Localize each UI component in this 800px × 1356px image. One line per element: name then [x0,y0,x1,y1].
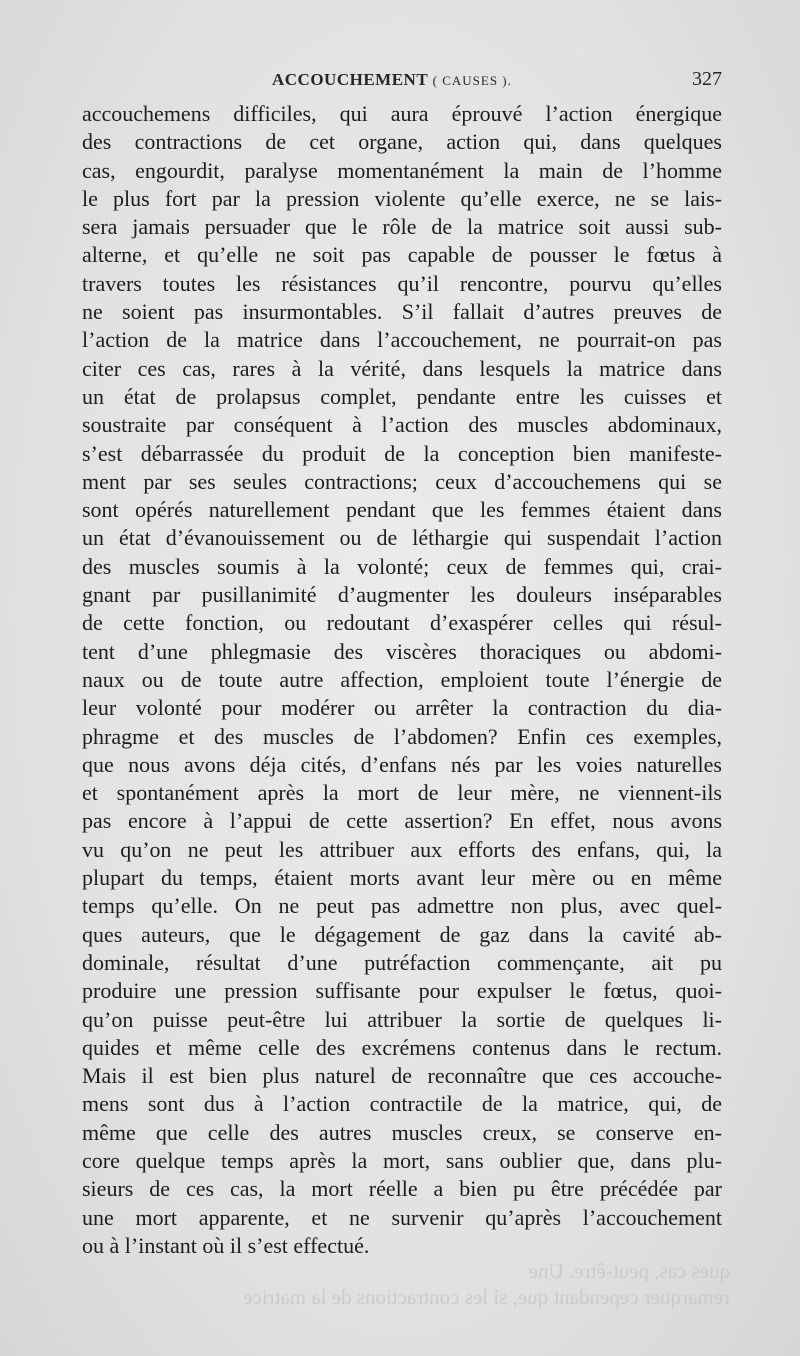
text-line: travers toutes les résistances qu’il rencontre, pourvu qu’elles [82,270,722,296]
text-line: pas encore à l’appui de cette assertion? En effet, nous avons [82,808,722,834]
text-line: accouchemens difficiles, qui aura éprouvé l’action énergique [82,101,722,126]
text-line: le plus fort par la pression violente qu’elle exerce, ne se lais- [82,185,722,211]
text-line: dominale, résultat d’une putréfaction commençante, ait pu [82,949,722,975]
text-line: sont opérés naturellement pendant que les femmes étaient dans [82,497,722,523]
text-line: des contractions de cet organe, action qui, dans quelques [82,129,722,155]
text-line: s’est débarrassée du produit de la conception bien manifeste- [82,440,722,466]
running-title-sub: ( CAUSES ). [432,73,512,88]
text-line: cas, engourdit, paralyse momentanément la main de l’homme [82,157,722,183]
text-line: l’action de la matrice dans l’accouchement, ne pourrait-on pas [82,327,722,353]
text-line-last: ou à l’instant où il s’est effectué. [82,1232,370,1258]
body-text [82,100,722,1260]
text-line: vu qu’on ne peut les attribuer aux efforts des enfans, qui, la [82,836,722,862]
text-line: soustraite par conséquent à l’action des muscles abdominaux, [82,412,722,438]
text-line: ne soient pas insurmontables. S’il fallait d’autres preuves de [82,299,722,325]
page-number: 327 [692,68,722,90]
text-line: tent d’une phlegmasie des viscères thoraciques ou abdomi- [82,638,722,664]
text-line: sieurs de ces cas, la mort réelle a bien pu être précédée par [82,1176,722,1202]
text-line: sera jamais persuader que le rôle de la matrice soit aussi sub- [82,214,722,240]
text-line: que nous avons déja cités, d’enfans nés par les voies naturelles [82,751,722,777]
text-line: une mort apparente, et ne survenir qu’après l’accouchement [82,1204,722,1230]
text-line: ques auteurs, que le dégagement de gaz dans la cavité ab- [82,921,722,947]
text-line: core quelque temps après la mort, sans oublier que, dans plu- [82,1147,722,1173]
show-through-line: ques cas, peut-être. Une [528,1259,730,1283]
text-line: même que celle des autres muscles creux, se conserve en- [82,1119,722,1145]
text-line: mens sont dus à l’action contractile de la matrice, qui, de [82,1091,722,1117]
running-title [272,70,512,90]
text-line: un état de prolapsus complet, pendante entre les cuisses et [82,383,722,409]
text-line: et spontanément après la mort de leur mère, ne viennent-ils [82,780,722,806]
text-line: leur volonté pour modérer ou arrêter la contraction du dia- [82,695,722,721]
text-line: naux ou de toute autre affection, emploient toute l’énergie de [82,666,722,692]
running-header [82,68,722,96]
text-line: des muscles soumis à la volonté; ceux de femmes qui, crai- [82,553,722,579]
text-line: ment par ses seules contractions; ceux d’accouchemens qui se [82,468,722,494]
text-line: un état d’évanouissement ou de léthargie qui suspendait l’action [82,525,722,551]
text-line: gnant par pusillanimité d’augmenter les douleurs inséparables [82,582,722,608]
text-line: plupart du temps, étaient morts avant leur mère ou en même [82,865,722,891]
text-line: Mais il est bien plus naturel de reconnaître que ces accouche- [82,1063,722,1089]
text-line: quides et même celle des excrémens contenus dans le rectum. [82,1034,722,1060]
text-line: alterne, et qu’elle ne soit pas capable de pousser le fœtus à [82,242,722,268]
text-line: citer ces cas, rares à la vérité, dans lesquels la matrice dans [82,355,722,381]
text-line: produire une pression suffisante pour expulser le fœtus, quoi- [82,978,722,1004]
text-line: phragme et des muscles de l’abdomen? Enfin ces exemples, [82,723,722,749]
show-through-text [170,1258,730,1310]
text-line: temps qu’elle. On ne peut pas admettre non plus, avec quel- [82,893,722,919]
text-line: qu’on puisse peut-être lui attribuer la sortie de quelques li- [82,1006,722,1032]
text-line: de cette fonction, ou redoutant d’exaspérer celles qui résul- [82,610,722,636]
running-title-main: ACCOUCHEMENT [272,70,428,89]
show-through-line: remarquer cependant que, si les contractions de la matrice [243,1285,730,1309]
